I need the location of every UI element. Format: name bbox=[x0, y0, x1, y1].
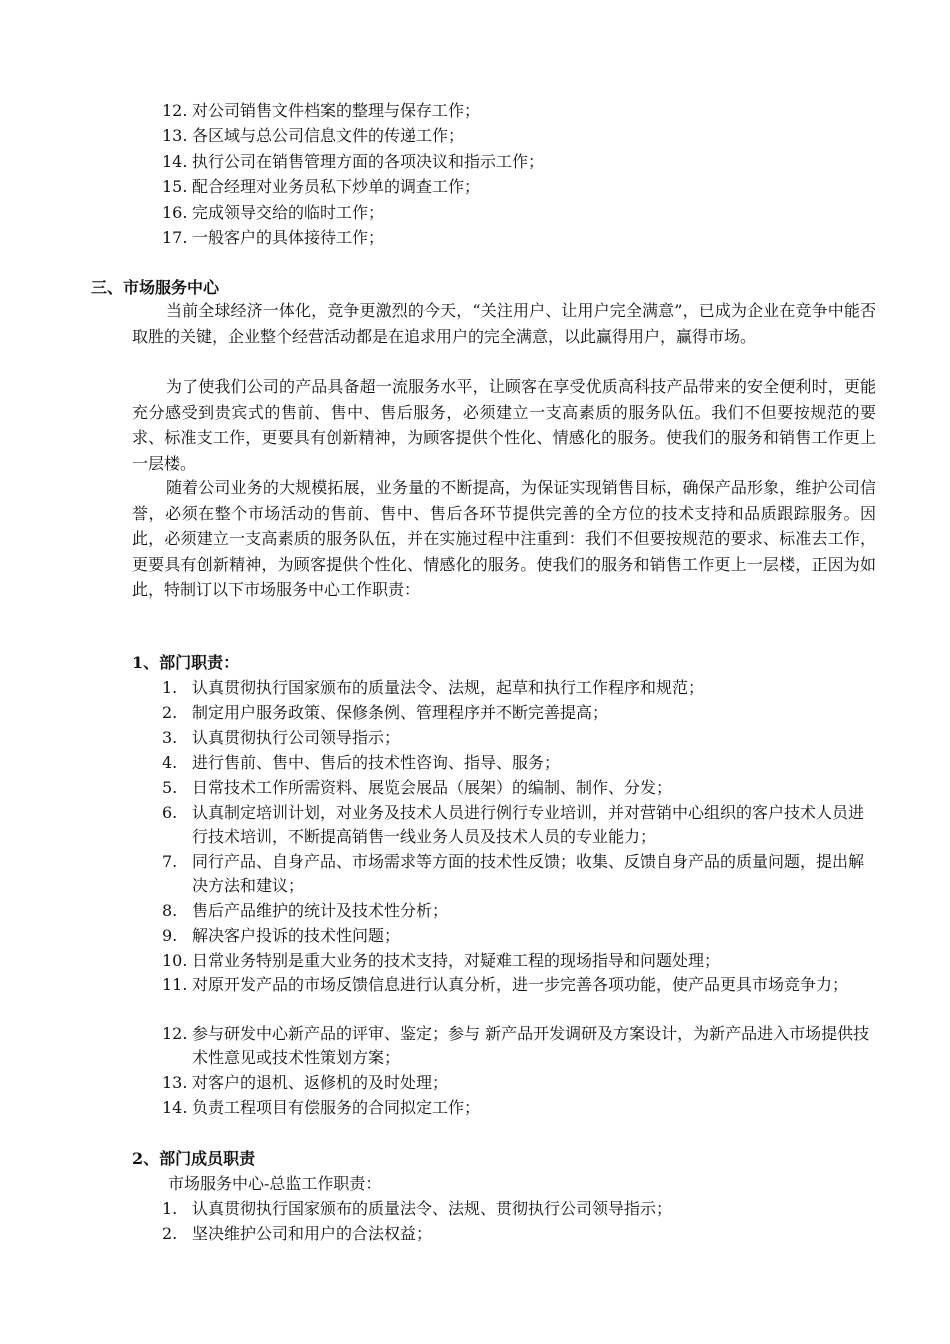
list-text: 负责工程项目有偿服务的合同拟定工作； bbox=[192, 1098, 481, 1117]
list-number: 14. bbox=[162, 1098, 188, 1117]
list-text: 一般客户的具体接待工作； bbox=[192, 228, 385, 247]
duty-item bbox=[162, 1022, 878, 1070]
list-text: 日常技术工作所需资料、展览会展品（展架）的编制、制作、分发； bbox=[192, 778, 673, 797]
list-text: 同行产品、自身产品、市场需求等方面的技术性反馈；收集、反馈自身产品的质量问题，提出解决方法和建议； bbox=[192, 852, 865, 895]
list-text: 配合经理对业务员私下炒单的调查工作； bbox=[192, 177, 481, 196]
list-text: 参与研发中心新产品的评审、鉴定；参与 新产品开发调研及方案设计，为新产品进入市场提供技术性意见或技术性策划方案； bbox=[192, 1024, 870, 1067]
list-number: 11. bbox=[162, 975, 188, 994]
list-text: 完成领导交给的临时工作； bbox=[192, 203, 385, 222]
list-number: 12. bbox=[162, 1024, 188, 1043]
duty-item bbox=[162, 726, 878, 750]
list-text: 制定用户服务政策、保修条例、管理程序并不断完善提高； bbox=[192, 703, 609, 722]
list-text: 进行售前、售中、售后的技术性咨询、指导、服务； bbox=[192, 753, 561, 772]
paragraph: 当前全球经济一体化，竞争更激烈的今天，“关注用户、让用户完全满意”，已成为企业在竞争中能否取胜的关键，企业整个经营活动都是在追求用户的完全满意，以此赢得用户，赢得市场。 bbox=[132, 301, 876, 346]
list-number: 9. bbox=[162, 926, 178, 945]
list-number: 2. bbox=[162, 1224, 178, 1243]
duty-item bbox=[162, 701, 878, 725]
list-text: 解决客户投诉的技术性问题； bbox=[192, 926, 401, 945]
duty-item bbox=[162, 676, 878, 700]
list-number: 12. bbox=[162, 101, 188, 120]
subsection-heading: 1、部门职责： bbox=[132, 653, 240, 672]
list-number: 6. bbox=[162, 803, 178, 822]
list-text: 认真贯彻执行公司领导指示； bbox=[192, 728, 401, 747]
list-number: 2. bbox=[162, 703, 178, 722]
duty-item bbox=[162, 850, 878, 898]
list-number: 8. bbox=[162, 901, 178, 920]
list-text: 各区域与总公司信息文件的传递工作； bbox=[192, 126, 465, 145]
subtitle: 市场服务中心-总监工作职责： bbox=[168, 1174, 382, 1193]
paragraph: 随着公司业务的大规模拓展，业务量的不断提高，为保证实现销售目标，确保产品形象，维护公司信誉，必须在整个市场活动的售前、售中、售后各环节提供完善的全方位的技术支持和品质跟踪服务。因此，必须建立一支高素质的服务队伍，并在实施过程中注重到：我们不但要按规范的要求、标准去工作，更要具有创新精神，为顾客提供个性化、情感化的服务。使我们的服务和销售工作更上一层楼，正因为如此，特制订以下市场服务中心工作职责： bbox=[132, 478, 876, 599]
list-number: 16. bbox=[162, 203, 188, 222]
list-number: 4. bbox=[162, 753, 178, 772]
duty-item bbox=[162, 973, 878, 997]
subsection-heading: 2、部门成员职责 bbox=[132, 1149, 256, 1168]
paragraph: 为了使我们公司的产品具备超一流服务水平，让顾客在享受优质高科技产品带来的安全便利时，更能充分感受到贵宾式的售前、售中、售后服务，必须建立一支高素质的服务队伍。我们不但要按规范的要求、标准支工作，更要具有创新精神，为顾客提供个性化、情感化的服务。使我们的服务和销售工作更上一层楼。 bbox=[132, 377, 876, 473]
list-number: 17. bbox=[162, 228, 188, 247]
list-text: 日常业务特别是重大业务的技术支持，对疑难工程的现场指导和问题处理； bbox=[192, 951, 721, 970]
list-number: 5. bbox=[162, 778, 178, 797]
duty-item bbox=[162, 1096, 878, 1120]
duty-item bbox=[162, 899, 878, 923]
list-number: 14. bbox=[162, 152, 188, 171]
list-text: 认真贯彻执行国家颁布的质量法令、法规、贯彻执行公司领导指示； bbox=[192, 1199, 673, 1218]
duty-item bbox=[162, 801, 878, 849]
list-text: 认真贯彻执行国家颁布的质量法令、法规，起草和执行工作程序和规范； bbox=[192, 678, 705, 697]
list-number: 1. bbox=[162, 1199, 178, 1218]
section-heading: 三、市场服务中心 bbox=[91, 278, 220, 297]
list-item bbox=[162, 150, 878, 174]
list-number: 1. bbox=[162, 678, 178, 697]
list-number: 13. bbox=[162, 126, 188, 145]
list-number: 15. bbox=[162, 177, 188, 196]
list-text: 对原开发产品的市场反馈信息进行认真分析，进一步完善各项功能，使产品更具市场竞争力； bbox=[192, 975, 849, 994]
duty-item bbox=[162, 1197, 878, 1221]
duty-item bbox=[162, 1222, 878, 1246]
list-item bbox=[162, 99, 878, 123]
duty-item bbox=[162, 1071, 878, 1095]
duty-item bbox=[162, 924, 878, 948]
list-number: 7. bbox=[162, 852, 178, 871]
list-number: 13. bbox=[162, 1073, 188, 1092]
list-text: 售后产品维护的统计及技术性分析； bbox=[192, 901, 449, 920]
list-text: 认真制定培训计划，对业务及技术人员进行例行专业培训，并对营销中心组织的客户技术人员进行技术培训，不断提高销售一线业务人员及技术人员的专业能力； bbox=[192, 803, 865, 846]
list-number: 3. bbox=[162, 728, 178, 747]
list-text: 对公司销售文件档案的整理与保存工作； bbox=[192, 101, 481, 120]
list-item bbox=[162, 226, 878, 250]
duty-item bbox=[162, 751, 878, 775]
list-text: 对客户的退机、返修机的及时处理； bbox=[192, 1073, 449, 1092]
list-item bbox=[162, 201, 878, 225]
duty-item bbox=[162, 776, 878, 800]
list-text: 执行公司在销售管理方面的各项决议和指示工作； bbox=[192, 152, 545, 171]
list-number: 10. bbox=[162, 951, 188, 970]
list-text: 坚决维护公司和用户的合法权益； bbox=[192, 1224, 433, 1243]
list-item bbox=[162, 175, 878, 199]
duty-item bbox=[162, 949, 878, 973]
list-item bbox=[162, 124, 878, 148]
